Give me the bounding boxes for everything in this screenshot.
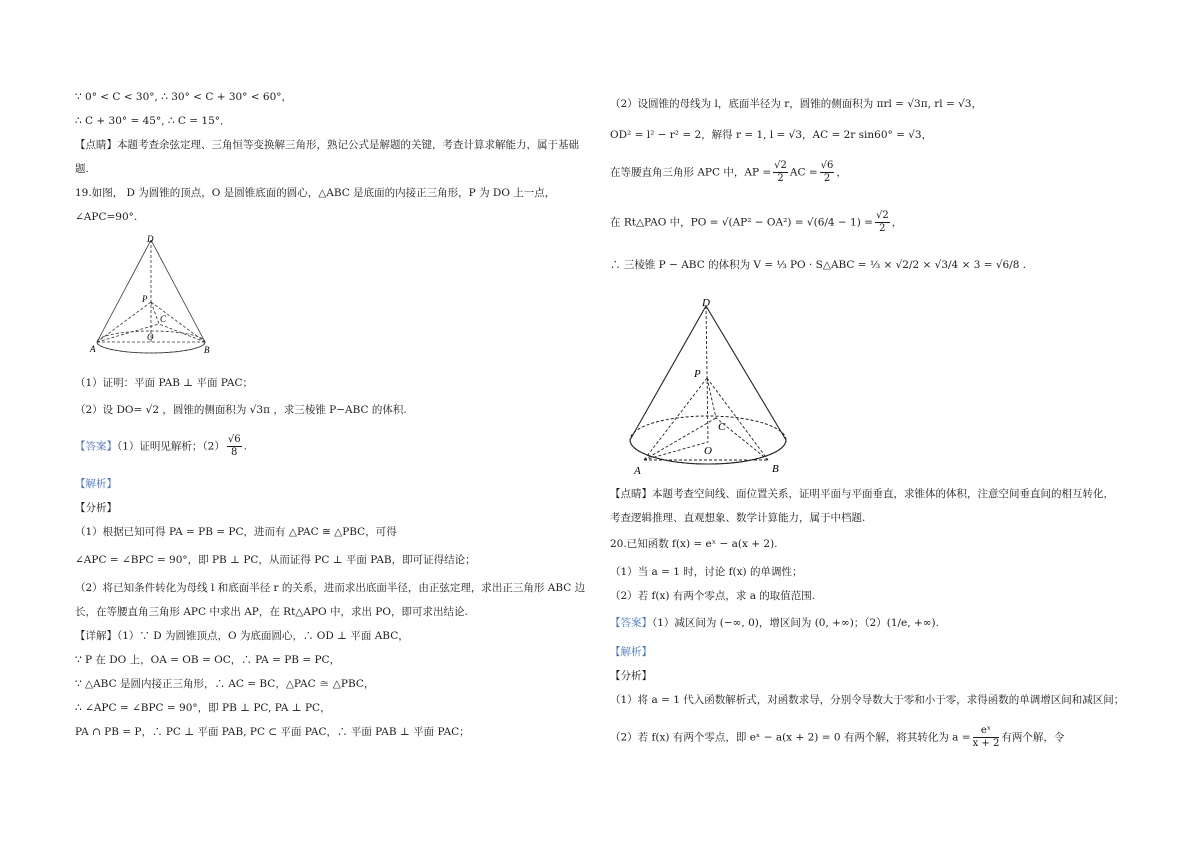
text-line: （1）将 a = 1 代入函数解析式，对函数求导，分别令导数大于零和小于零，求得函数的单调增区间和减区间；	[610, 694, 1125, 706]
question-20-part1: （1）当 a = 1 时，讨论 f(x) 的单调性；	[610, 566, 803, 578]
text-line: ∴ C + 30° = 45°, ∴ C = 15°．	[75, 115, 231, 127]
text-line: ∵ △ABC 是圆内接正三角形，∴ AC = BC，△PAC ≅ △PBC，	[75, 678, 375, 690]
text-line: （2）设圆锥的母线为 l，底面半径为 r，圆锥的侧面积为 πrl = √3π, rl = √3，	[610, 98, 982, 110]
label-B: B	[772, 463, 779, 475]
answer-tag: 【答案】	[610, 617, 652, 629]
jiexi-tag: 【解析】	[75, 478, 117, 490]
answer-line: 【答案】（1）证明见解析；（2） $\frac{√6}{8}$ .	[75, 434, 247, 458]
jiexi-tag: 【解析】	[610, 646, 652, 658]
question-19-part1: （1）证明：平面 PAB ⊥ 平面 PAC；	[75, 377, 254, 389]
cone-figure-small	[85, 232, 220, 360]
question-20: 20.已知函数 f(x) = eˣ − a(x + 2).	[610, 538, 778, 550]
text-line: 长，在等腰直角三角形 APC 中求出 AP，在 Rt△APO 中，求出 PO，即可求出结论.	[75, 606, 468, 618]
label-P: P	[694, 368, 701, 380]
text-line: （1）根据已知可得 PA = PB = PC，进而有 △PAC ≅ △PBC，可得	[75, 526, 397, 538]
text-line: ∵ 0° < C < 30°, ∴ 30° < C + 30° < 60°，	[75, 91, 293, 103]
label-D: D	[702, 297, 710, 309]
label-D: D	[147, 234, 154, 244]
label-O: O	[704, 445, 712, 457]
label-A: A	[634, 465, 641, 477]
answer-tag: 【答案】	[75, 440, 117, 453]
label-P: P	[142, 294, 148, 304]
text-line: 考查逻辑推理、直观想象、数学计算能力，属于中档题.	[610, 512, 866, 524]
text-line: PA ∩ PB = P，∴ PC ⊥ 平面 PAB, PC ⊂ 平面 PAC，∴ 平面 PAB ⊥ 平面 PAC；	[75, 726, 470, 738]
label-B: B	[204, 345, 210, 355]
answer-line	[610, 616, 939, 630]
text-line: 【点睛】本题考查空间线、面位置关系，证明平面与平面垂直，求锥体的体积，注意空间垂直间的相互转化，	[610, 488, 1114, 500]
text-line: （2）将已知条件转化为母线 l 和底面半径 r 的关系，进而求出底面半径，由正弦定理，求出正三角形 ABC 边	[75, 582, 586, 594]
question-19-part2: （2）设 DO= √2 ，圆锥的侧面积为 √3π ，求三棱锥 P−ABC 的体积.	[75, 404, 407, 416]
fenxi-tag: 【分析】	[75, 502, 117, 514]
fraction: $\frac{√6}{8}$	[227, 434, 241, 458]
question-19: 19.如图， D 为圆锥的顶点，O 是圆锥底面的圆心，△ABC 是底面的内接正三角形，P 为 DO 上一点，	[75, 187, 556, 199]
text-line: （2）若 f(x) 有两个零点，即 eˣ − a(x + 2) = 0 有两个解，将其转化为 a = $\frac{\text{eˣ}}{x + 2}$ 有两个解，令	[610, 725, 1065, 749]
label-C: C	[160, 314, 167, 324]
text-line: ∠APC=90°.	[75, 211, 138, 223]
text-line: 在 Rt△PAO 中，PO = √(AP² − OA²) = √(6/4 − 1) = $\frac{√2}{2}$ ，	[610, 210, 903, 234]
text-line: ∴ 三棱锥 P − ABC 的体积为 V = ⅓ PO · S△ABC = ⅓ × √2/2 × √3/4 × 3 = √6/8 .	[610, 259, 1027, 271]
text-line: ∠APC = ∠BPC = 90°，即 PB ⊥ PC，从而证得 PC ⊥ 平面 PAB，即可证得结论；	[75, 554, 476, 566]
text-line: ∵ P 在 DO 上，OA = OB = OC，∴ PA = PB = PC，	[75, 654, 341, 666]
label-O: O	[147, 332, 154, 342]
answer-text: （1）减区间为 (−∞, 0)，增区间为 (0, +∞)；（2）(1/e, +∞).	[652, 617, 939, 629]
text-line: 【详解】（1）∵ D 为圆锥顶点，O 为底面圆心，∴ OD ⊥ 平面 ABC，	[75, 630, 409, 642]
text-line: 题.	[75, 163, 89, 175]
text-line: OD² = l² − r² = 2，解得 r = 1, l = √3，AC = 2r sin60° = √3，	[610, 129, 933, 141]
answer-text: （1）证明见解析；（2）	[117, 440, 225, 453]
question-20-part2: （2）若 f(x) 有两个零点，求 a 的取值范围.	[610, 590, 816, 602]
label-A: A	[90, 344, 96, 354]
label-C: C	[718, 421, 726, 433]
cone-figure-large	[620, 292, 800, 480]
text-line: ∴ ∠APC = ∠BPC = 90°，即 PB ⊥ PC, PA ⊥ PC，	[75, 702, 331, 714]
fenxi-tag: 【分析】	[610, 670, 652, 682]
text-line: 【点睛】本题考查余弦定理、三角恒等变换解三角形，熟记公式是解题的关键，考查计算求解能力，属于基础	[75, 139, 579, 151]
text-line: 在等腰直角三角形 APC 中，AP = $\frac{√2}{2}$ AC = $\frac{√6}{2}$ ，	[610, 160, 847, 184]
